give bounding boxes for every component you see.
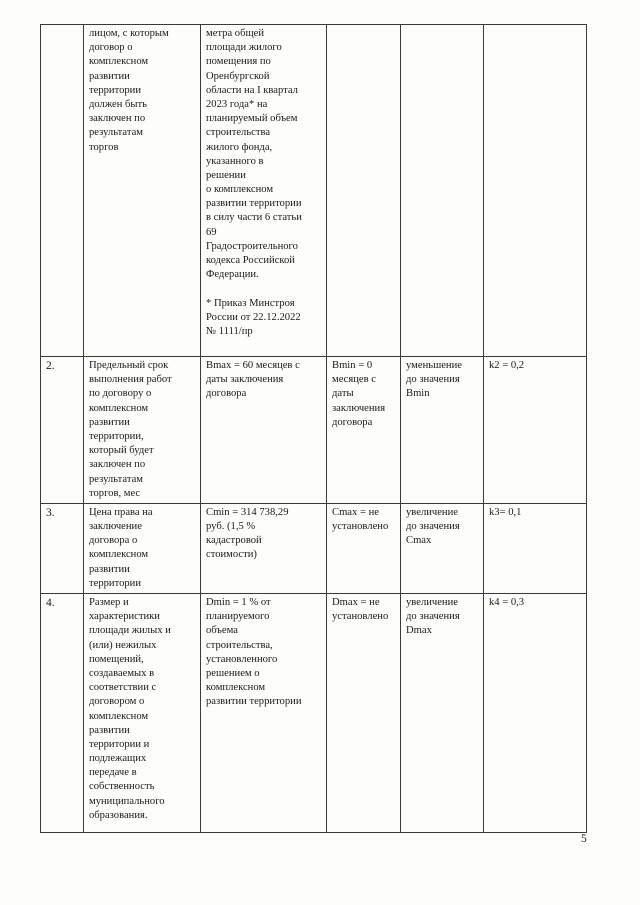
value-cell: Bmax = 60 месяцев с даты заключения договора <box>201 357 327 504</box>
criterion-cell: Размер и характеристики площади жилых и (или) нежилых помещений, создаваемых в соответствии с договором о комплексном развитии территории и подлежащих передаче в собственность муниципального образования. <box>84 594 201 833</box>
value-cell: Cmin = 314 738,29 руб. (1,5 % кадастровой стоимости) <box>201 503 327 593</box>
direction-cell: увеличение до значения Cmax <box>401 503 484 593</box>
coefficient-cell <box>484 25 587 357</box>
coefficient-cell: k2 = 0,2 <box>484 357 587 504</box>
coefficient-cell: k4 = 0,3 <box>484 594 587 833</box>
row-number-cell: 4. <box>41 594 84 833</box>
row-number-cell: 3. <box>41 503 84 593</box>
row-number-cell: 2. <box>41 357 84 504</box>
limit-cell: Bmin = 0 месяцев с даты заключения договора <box>327 357 401 504</box>
limit-cell: Cmax = не установлено <box>327 503 401 593</box>
value-cell: метра общей площади жилого помещения по Оренбургской области на I квартал 2023 года* на планируемый объем строительства жилого фонда, указанного в решении о комплексном развитии территории в силу части 6 статьи 69 Градостроительного кодекса Российской Федерации. * Приказ Минстроя России от 22.12.2022 № 1111/пр <box>201 25 327 357</box>
limit-cell: Dmax = не установлено <box>327 594 401 833</box>
table-row <box>41 503 587 593</box>
page-number: 5 <box>581 833 587 845</box>
direction-cell <box>401 25 484 357</box>
table-row <box>41 25 587 357</box>
criterion-cell: лицом, с которым договор о комплексном развитии территории должен быть заключен по результатам торгов <box>84 25 201 357</box>
value-cell: Dmin = 1 % от планируемого объема строительства, установленного решением о комплексном развитии территории <box>201 594 327 833</box>
row-number-cell <box>41 25 84 357</box>
criteria-table <box>40 24 587 833</box>
table-row <box>41 357 587 504</box>
table-row <box>41 594 587 833</box>
criterion-cell: Предельный срок выполнения работ по договору о комплексном развитии территории, который будет заключен по результатам торгов, мес <box>84 357 201 504</box>
direction-cell: уменьшение до значения Bmin <box>401 357 484 504</box>
limit-cell <box>327 25 401 357</box>
direction-cell: увеличение до значения Dmax <box>401 594 484 833</box>
criterion-cell: Цена права на заключение договора о комплексном развитии территории <box>84 503 201 593</box>
coefficient-cell: k3= 0,1 <box>484 503 587 593</box>
